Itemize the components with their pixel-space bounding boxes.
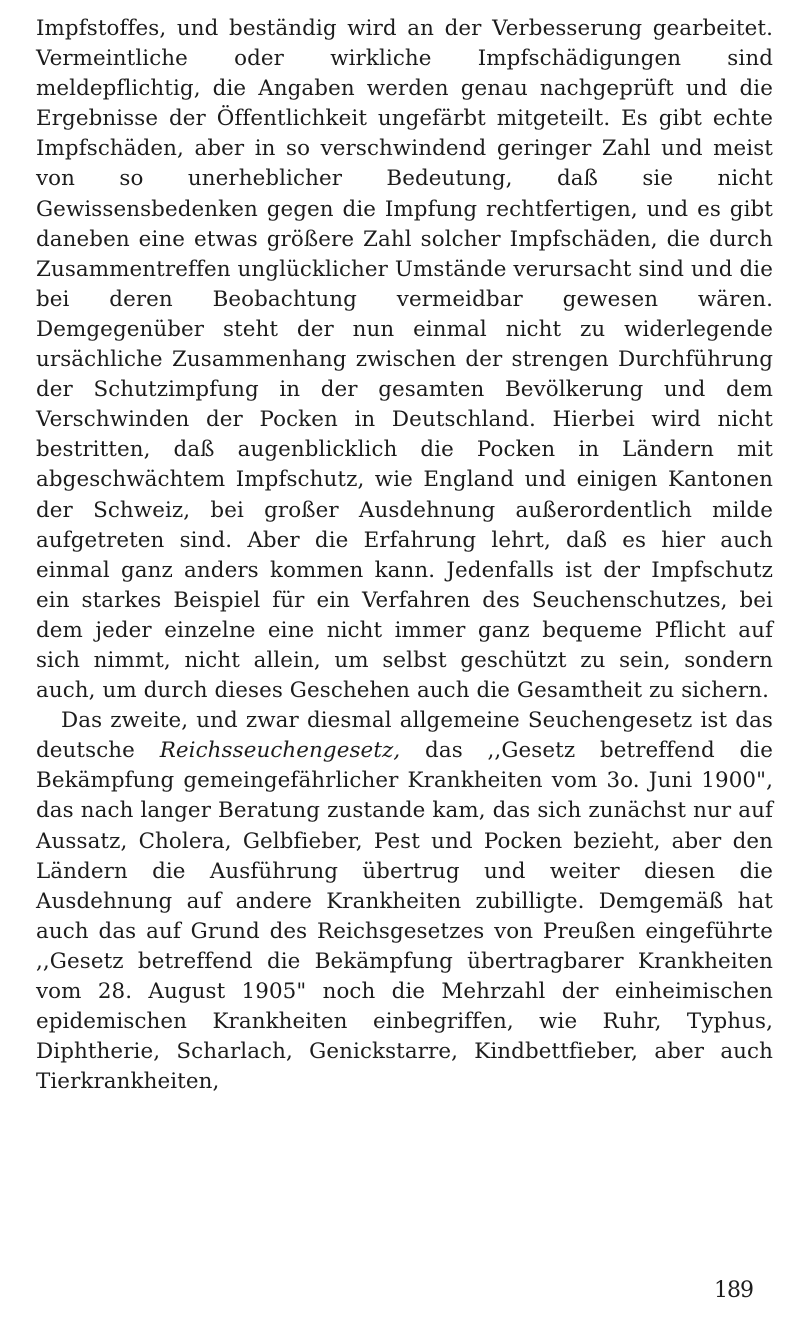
paragraph-1: Impfstoffes, und beständig wird an der Verbesserung gearbeitet. Vermeintliche oder wirkliche Impfschädigungen sind meldepflichtig, die Angaben werden genau nachgeprüft und die Ergebnisse der Öffentlichkeit ungefärbt mitgeteilt. Es gibt echte Impfschäden, aber in so verschwindend geringer Zahl und meist von so unerheblicher Bedeutung, daß sie nicht Gewissensbedenken gegen die Impfung rechtfertigen, und es gibt daneben eine etwas größere Zahl solcher Impfschäden, die durch Zusammentreffen unglücklicher Umstände verursacht sind und die bei deren Beobachtung vermeidbar gewesen wären. Demgegenüber steht der nun einmal nicht zu widerlegende ursächliche Zusammenhang zwischen der strengen Durchführung der Schutzimpfung in der gesamten Bevölkerung und dem Verschwinden der Pocken in Deutschland. Hierbei wird nicht bestritten, daß augenblicklich die Pocken in Ländern mit abgeschwächtem Impfschutz, wie England und einigen Kantonen der Schweiz, bei großer Ausdehnung außerordentlich milde aufgetreten sind. Aber die Erfahrung lehrt, daß es hier auch einmal ganz anders kommen kann. Jedenfalls ist der Impfschutz ein starkes Beispiel für ein Verfahren des Seuchenschutzes, bei dem jeder einzelne eine nicht immer ganz bequeme Pflicht auf sich nimmt, nicht allein, um selbst geschützt zu sein, sondern auch, um durch dieses Geschehen auch die Gesamtheit zu sichern.	[36, 16, 773, 704]
paragraph-2-start: Das zweite, und zwar diesmal allgemeine Seuchengesetz ist das deutsche	[36, 708, 773, 764]
page-number: 189	[714, 1278, 753, 1303]
body-text	[36, 14, 773, 1097]
paragraph-2-rest: das ,,Gesetz betreffend die Bekämpfung gemeingefährlicher Krankheiten vom 3o. Juni 1900", das nach langer Beratung zustande kam, das sich zunächst nur auf Aussatz, Cholera, Gelbfieber, Pest und Pocken bezieht, aber den Ländern die Ausführung übertrug und weiter diesen die Ausdehnung auf andere Krankheiten zubilligte. Demgemäß hat auch das auf Grund des Reichsgesetzes von Preußen eingeführte ,,Gesetz betreffend die Bekämpfung übertragbarer Krankheiten vom 28. August 1905" noch die Mehrzahl der einheimischen epidemischen Krankheiten einbegriffen, wie Ruhr, Typhus, Diphtherie, Scharlach, Genickstarre, Kindbettfieber, aber auch Tierkrankheiten,	[36, 738, 773, 1095]
paragraph-2	[36, 706, 773, 1097]
law-title-emphasis: Reichsseuchengesetz,	[159, 738, 401, 764]
